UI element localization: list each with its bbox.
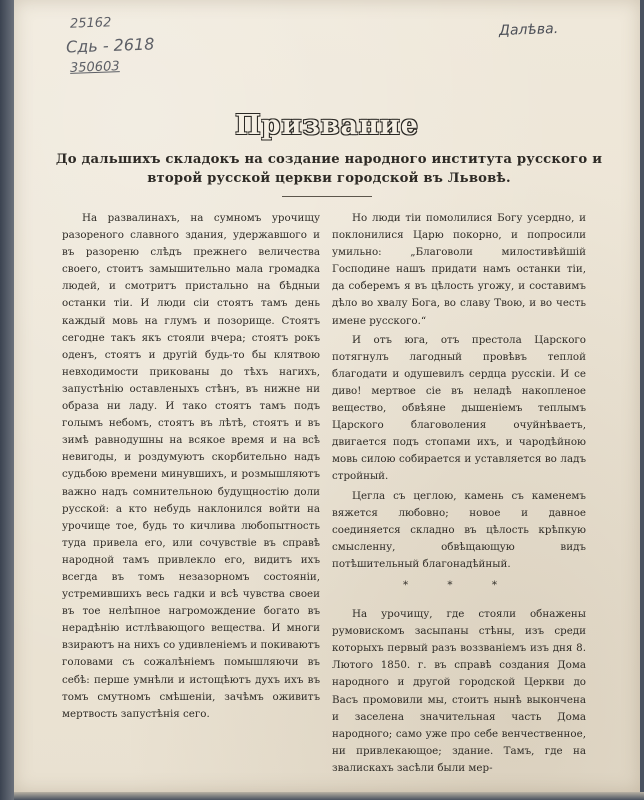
archive-shelf-mark: Сдь - 2618 <box>65 34 155 57</box>
document-subtitle: До дальшихъ складокъ на создание народного института русского и второй русской церкви городской въ Львовѣ. <box>55 152 603 186</box>
document-title <box>14 110 640 141</box>
archive-inventory-number: 350603 <box>69 59 120 76</box>
section-separator: * * * <box>403 578 515 591</box>
corner-handwritten-note: Далѣва. <box>498 20 559 40</box>
right-column <box>332 210 586 779</box>
scan-frame-bottom <box>14 792 644 800</box>
left-paragraph-1: На развалинахъ, на сумномъ урочищу разореного славного здания, удержавшогo и въ разореню слѣдъ прежнего величества своего, стоитъ замышительно мала громадка людей, и смотритъ пристально на бѣдныи останки тiи. И люди сiи стоятъ тамъ день каждый мовь на глумъ и позорище. Стоятъ сегодне такъ якъ стояли вчера; стоятъ рокъ оденъ, стоятъ и другiй будь-то бы клятвою невходимости прикованы до тѣхъ нагихъ, запустѣнiю оставленыхъ стѣнъ, въ нижне ни образа ни ладу. И тако стоятъ тамъ подъ голымъ небомъ, стоятъ въ лѣтѣ, стоятъ и въ зимѣ равнодушны на всякое время и на всѣ невигоды, и роздумуютъ скорбительно надъ судьбою времени минувшихъ, и розмышляютъ важно надъ сомнительною будущностiю доли русской: а кто небудь наклонился войти на урочище тое, будь то кичлива любопытность туда привела его, или сочувствiе въ справѣ народной тамъ привлекло его, видитъ ихъ всегда въ томъ незазорномъ состоянiи, устремившихъ весь гадки и всѣ чувства своеи въ тое нелѣпное нагромождение богато въ нерадѣнiю истлѣвающого вещества. И многи взираютъ на нихъ со удивленiемъ и покиваютъ головами съ сожалѣнiемъ помышляючи въ себѣ: перше умнѣли и истощѣютъ духъ ихъ въ томъ смутномъ смѣшенiи, зачѣмъ оживитъ мертвость запустѣнiя сего. <box>62 212 320 720</box>
title-divider <box>282 196 372 197</box>
right-paragraph-3: Цегла съ цеглою, камень съ каменемъ вяжется любовно; новое и давное соединяется складно въ цѣлость крѣпкую смысленну, обвѣщающую видъ потѣшительный благонадѣйный. <box>332 489 586 570</box>
document-title-text: Призвание <box>235 110 419 141</box>
left-column <box>62 210 320 725</box>
right-paragraph-2: И отъ юга, отъ престола Царского потягнулъ лагодный провѣвъ теплой благодати и одушевилъ сердца русскiи. И се диво! мертвое сiе въ неладѣ накопленое вещество, обвѣяне дышенiемъ теплымъ Царского благоволения очуйнѣваетъ, двигается подъ стопами ихъ, и чародѣйною мовь силою собирается и уставляется во ладъ стройный. <box>332 333 586 483</box>
right-paragraph-4: На урочищу, где стояли обнажены румовискомъ засыпаны стѣны, изъ среди которыхъ первый разъ воззванiемъ изъ дня 8. Лютого 1850. г. въ справѣ создания Дома народного и другой городской Церкви до Васъ промовили мы, стоитъ нынѣ выкончена и заселена значительная часть Дома народного; само уже про себе венчественное, ни привлекающое; здание. Тамъ, где на звалискахъ засѣли были мер- <box>332 608 586 774</box>
scan-frame-left <box>0 0 14 800</box>
archive-number: 25162 <box>69 15 112 32</box>
document-sheet <box>14 0 640 792</box>
right-paragraph-1: Но люди тiи помолилися Богу усердно, и поклонилися Царю покорно, и попросили умильно: „Благоволи милостивѣйшiй Господине нашъ придати намъ останки тiи, да соберемъ я въ цѣлость угожу, и составимъ дѣло во хвалу Бога, во славу Твою, и во честь имене русского.“ <box>332 212 586 327</box>
